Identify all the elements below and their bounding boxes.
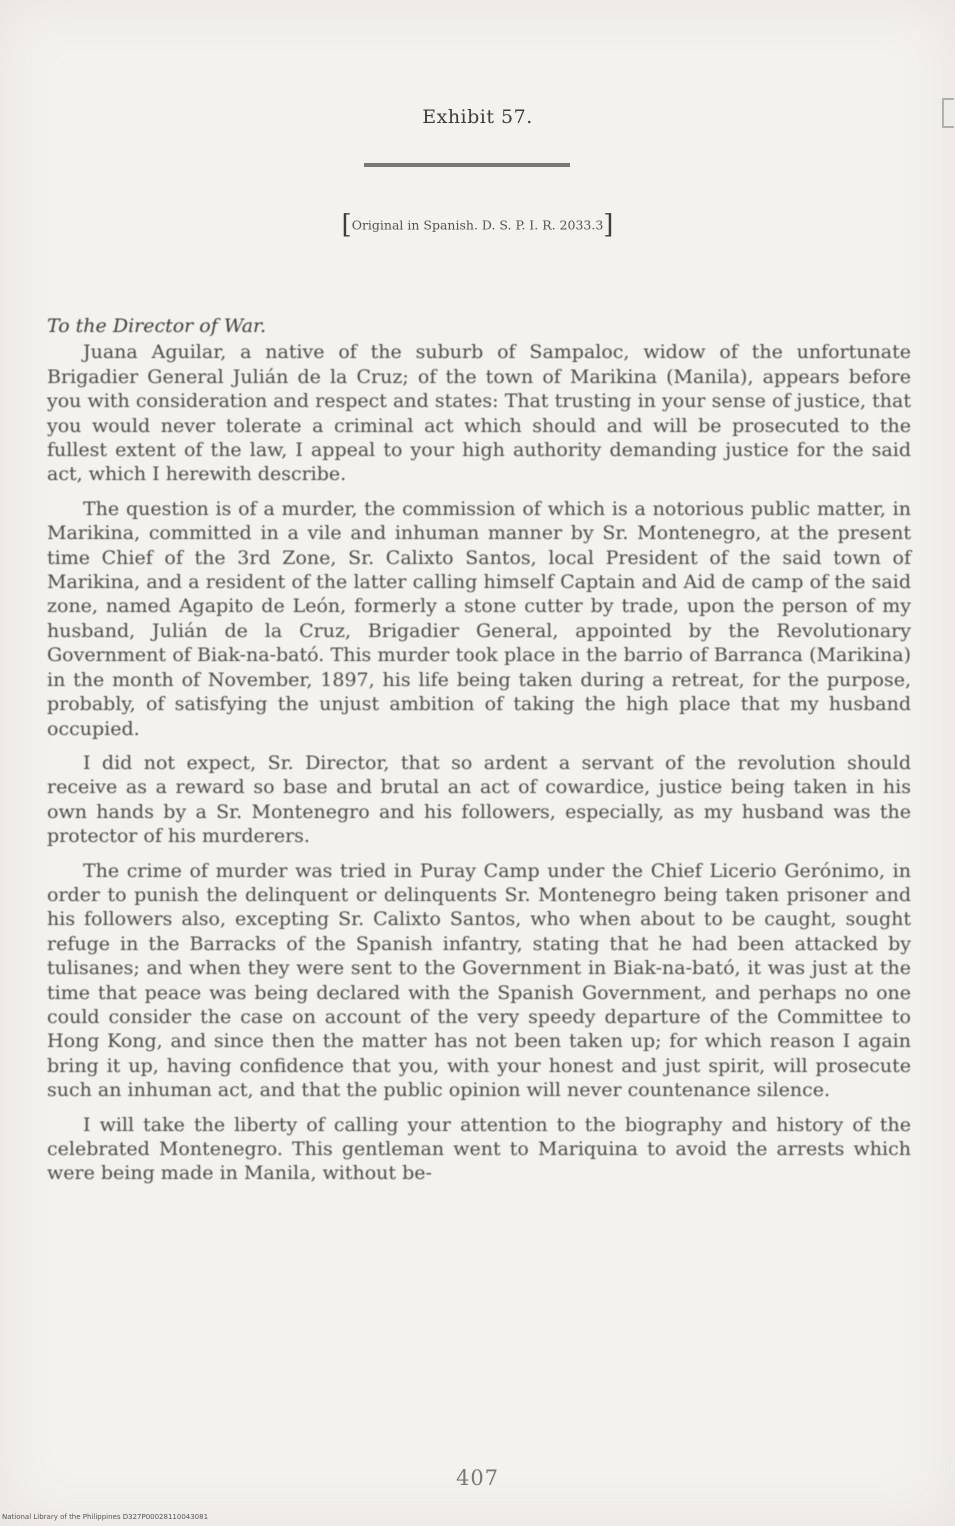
right-bracket: ]: [603, 210, 614, 240]
paragraph: Juana Aguilar, a native of the suburb of Sampaloc, widow of the unfortunate Brigadier General Julián de la Cruz; of the town of Marikina (Manila), appears before you with consideration and respect and states: That trusting in your sense of justice, that you would never tolerate a criminal act which should and will be prosecuted to the fullest extent of the law, I appeal to your high authority demanding justice for the said act, which I herewith describe.: [47, 341, 911, 486]
paragraph: I will take the liberty of calling your attention to the biography and history of the celebrated Montenegro. This gentleman went to Mariquina to avoid the arrests which were being made in Manila, without be-: [47, 1113, 911, 1185]
paragraph: I did not expect, Sr. Director, that so ardent a servant of the revolution should receive as a reward so base and brutal an act of cowardice, justice being taken in his own hands by a Sr. Montenegro and his followers, especially, as my husband was the protector of his murderers.: [47, 751, 911, 848]
footer-credit: National Library of the Philippines D327P00028110043081: [2, 1513, 209, 1521]
source-note-text: Original in Spanish. D. S. P. I. R. 2033.3: [351, 217, 604, 233]
heading-rule: [364, 163, 570, 167]
salutation: To the Director of War.: [47, 315, 267, 337]
paragraph: The crime of murder was tried in Puray Camp under the Chief Licerio Gerónimo, in order to punish the delinquent or delinquents Sr. Montenegro being taken prisoner and his followers also, excepting Sr. Calixto Santos, who when about to be caught, sought refuge in the Barracks of the Spanish infantry, stating that he had been attacked by tulisanes; and when they were sent to the Government in Biak-na-bató, it was just at the time that peace was being declared with the Spanish Government, and perhaps no one could consider the case on account of the very speedy departure of the Committee to Hong Kong, and since then the matter has not been taken up; for which reason I again bring it up, having confidence that you, with your honest and just spirit, will prosecute such an inhuman act, and that the public opinion will never countenance silence.: [47, 859, 911, 1102]
page-number: 407: [455, 1466, 500, 1490]
exhibit-heading: Exhibit 57.: [422, 106, 533, 128]
letter-body: [47, 314, 911, 1196]
source-note: [0, 210, 955, 240]
paragraph: The question is of a murder, the commission of which is a notorious public matter, in Marikina, committed in a vile and inhuman manner by Sr. Montenegro, at the present time Chief of the 3rd Zone, Sr. Calixto Santos, local President of the said town of Marikina, and a resident of the latter calling himself Captain and Aid de camp of the said zone, named Agapito de León, formerly a stone cutter by trade, upon the person of my husband, Julián de la Cruz, Brigadier General, appointed by the Revolutionary Government of Biak-na-bató. This murder took place in the barrio of Barranca (Marikina) in the month of November, 1897, his life being taken during a retreat, for the purpose, probably, of satisfying the unjust ambition of taking the high place that my husband occupied.: [47, 497, 911, 740]
left-bracket: [: [341, 210, 352, 240]
